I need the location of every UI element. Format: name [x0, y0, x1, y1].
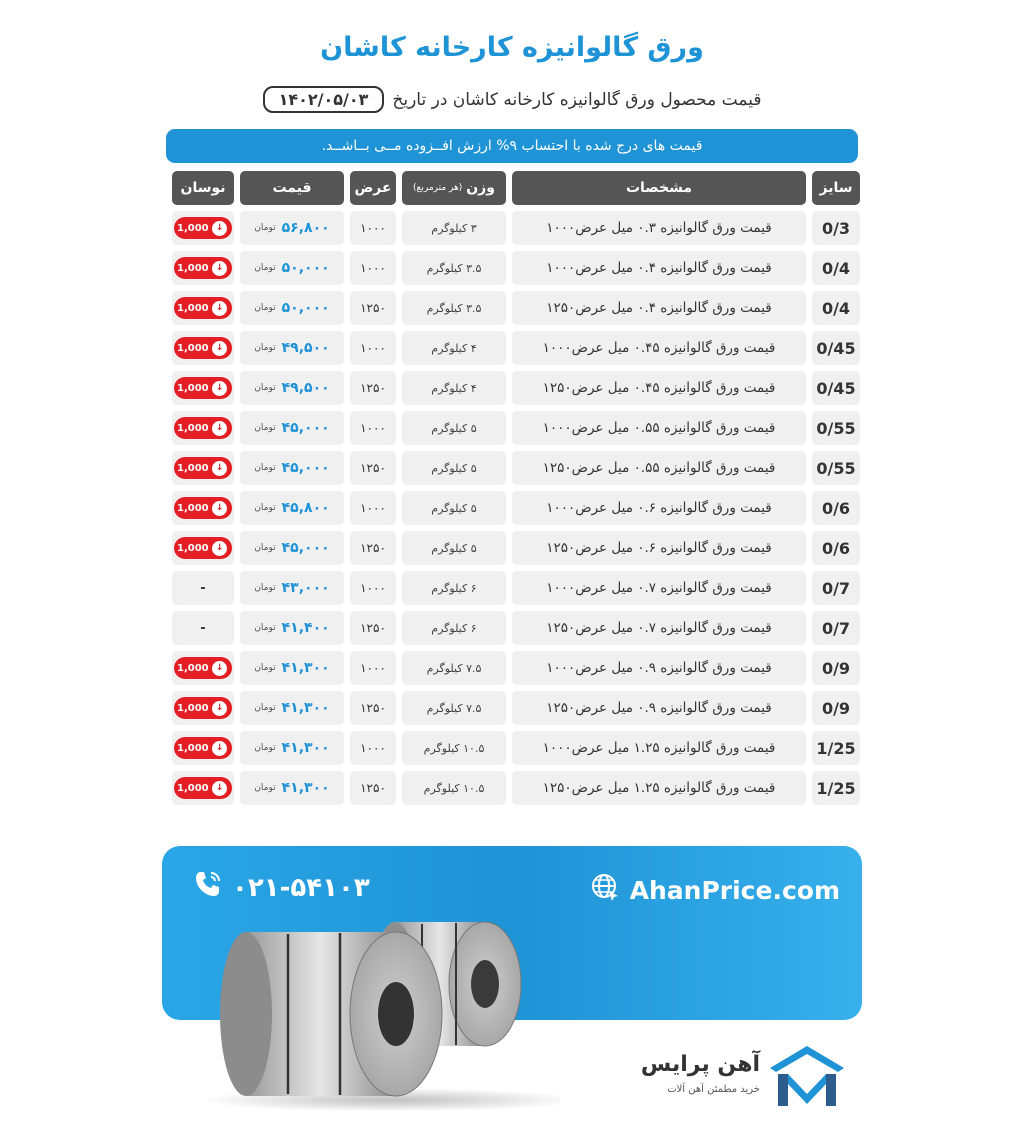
cell-weight: ۱۰.۵ کیلوگرم — [402, 771, 506, 805]
price-value: ۴۳,۰۰۰ — [281, 580, 330, 596]
cell-change — [172, 571, 234, 605]
change-value: 1,000 — [177, 422, 209, 434]
table-row — [164, 451, 860, 485]
change-value: 1,000 — [177, 782, 209, 794]
price-unit: تومان — [254, 463, 276, 473]
down-arrow-icon: ↓ — [212, 781, 227, 796]
down-arrow-icon: ↓ — [212, 261, 227, 276]
cell-price — [240, 291, 344, 325]
cell-spec: قیمت ورق گالوانیزه ۰.۴ میل عرض۱۰۰۰ — [512, 251, 806, 285]
cell-weight: ۴ کیلوگرم — [402, 371, 506, 405]
cell-spec: قیمت ورق گالوانیزه ۰.۹ میل عرض۱۲۵۰ — [512, 691, 806, 725]
table-row — [164, 771, 860, 805]
table-row — [164, 731, 860, 765]
price-value: ۴۵,۰۰۰ — [281, 420, 330, 436]
brand-name: آهن پرایس — [640, 1052, 760, 1077]
price-unit: تومان — [254, 703, 276, 713]
price-value: ۵۰,۰۰۰ — [281, 300, 330, 316]
cell-price — [240, 371, 344, 405]
cell-price — [240, 531, 344, 565]
price-value: ۴۵,۸۰۰ — [281, 500, 330, 516]
cell-weight: ۴ کیلوگرم — [402, 331, 506, 365]
website-link[interactable] — [590, 872, 840, 908]
cell-weight: ۵ کیلوگرم — [402, 491, 506, 525]
cell-price — [240, 411, 344, 445]
cell-size: 1/25 — [812, 731, 860, 765]
cell-change — [172, 251, 234, 285]
cell-size: 0/6 — [812, 491, 860, 525]
cell-price — [240, 731, 344, 765]
cell-change — [172, 411, 234, 445]
price-unit: تومان — [254, 503, 276, 513]
down-arrow-icon: ↓ — [212, 301, 227, 316]
table-header — [164, 171, 860, 205]
cell-width: ۱۰۰۰ — [350, 411, 396, 445]
cell-width: ۱۲۵۰ — [350, 291, 396, 325]
cell-price — [240, 611, 344, 645]
cell-price — [240, 451, 344, 485]
cell-width: ۱۲۵۰ — [350, 371, 396, 405]
table-row — [164, 651, 860, 685]
price-value: ۴۱,۳۰۰ — [281, 660, 330, 676]
price-unit: تومان — [254, 303, 276, 313]
price-unit: تومان — [254, 343, 276, 353]
cell-size: 0/9 — [812, 691, 860, 725]
cell-spec: قیمت ورق گالوانیزه ۰.۵۵ میل عرض۱۰۰۰ — [512, 411, 806, 445]
header-weight-label: وزن — [466, 180, 495, 196]
cell-width: ۱۰۰۰ — [350, 251, 396, 285]
brand-slogan: خرید مطمئن آهن آلات — [667, 1084, 760, 1095]
cell-change — [172, 291, 234, 325]
price-unit: تومان — [254, 263, 276, 273]
cell-width: ۱۰۰۰ — [350, 651, 396, 685]
cell-width: ۱۲۵۰ — [350, 611, 396, 645]
down-arrow-icon: ↓ — [212, 661, 227, 676]
change-badge — [174, 297, 232, 319]
header-weight-sub: (هر مترمربع) — [413, 183, 463, 193]
cell-width: ۱۲۵۰ — [350, 691, 396, 725]
down-arrow-icon: ↓ — [212, 701, 227, 716]
brand-block — [634, 1044, 850, 1108]
cell-width: ۱۰۰۰ — [350, 211, 396, 245]
cell-spec: قیمت ورق گالوانیزه ۱.۲۵ میل عرض۱۰۰۰ — [512, 731, 806, 765]
price-unit: تومان — [254, 423, 276, 433]
change-badge — [174, 777, 232, 799]
price-value: ۴۵,۰۰۰ — [281, 540, 330, 556]
cell-size: 0/6 — [812, 531, 860, 565]
table-row — [164, 251, 860, 285]
table-row — [164, 611, 860, 645]
cell-change — [172, 491, 234, 525]
cell-price — [240, 251, 344, 285]
cell-width: ۱۰۰۰ — [350, 491, 396, 525]
cell-size: 0/7 — [812, 571, 860, 605]
subtitle-text: قیمت محصول ورق گالوانیزه کارخانه کاشان در تاریخ — [392, 89, 762, 110]
table-row — [164, 211, 860, 245]
header-weight — [402, 171, 506, 205]
cell-price — [240, 651, 344, 685]
price-value: ۵۰,۰۰۰ — [281, 260, 330, 276]
cell-size: 0/45 — [812, 331, 860, 365]
cell-size: 0/4 — [812, 291, 860, 325]
cell-size: 0/7 — [812, 611, 860, 645]
cell-change — [172, 371, 234, 405]
cell-size: 0/55 — [812, 411, 860, 445]
cell-change — [172, 611, 234, 645]
table-body — [164, 211, 860, 805]
price-value: ۵۶,۸۰۰ — [281, 220, 330, 236]
header-change: نوسان — [172, 171, 234, 205]
cell-size: 1/25 — [812, 771, 860, 805]
price-value: ۴۹,۵۰۰ — [281, 380, 330, 396]
cell-price — [240, 491, 344, 525]
down-arrow-icon: ↓ — [212, 341, 227, 356]
change-badge — [174, 417, 232, 439]
change-value: 1,000 — [177, 382, 209, 394]
price-unit: تومان — [254, 383, 276, 393]
price-value: ۴۱,۳۰۰ — [281, 700, 330, 716]
cell-weight: ۵ کیلوگرم — [402, 451, 506, 485]
cell-weight: ۷.۵ کیلوگرم — [402, 651, 506, 685]
website-text: AhanPrice.com — [629, 875, 840, 905]
cell-price — [240, 571, 344, 605]
cell-width: ۱۰۰۰ — [350, 571, 396, 605]
cell-price — [240, 331, 344, 365]
cell-price — [240, 691, 344, 725]
change-value: 1,000 — [177, 502, 209, 514]
cell-change — [172, 331, 234, 365]
change-badge — [174, 537, 232, 559]
cell-spec: قیمت ورق گالوانیزه ۰.۳ میل عرض۱۰۰۰ — [512, 211, 806, 245]
steel-coils-image — [160, 900, 560, 1110]
cell-change — [172, 651, 234, 685]
table-row — [164, 291, 860, 325]
down-arrow-icon: ↓ — [212, 741, 227, 756]
change-badge — [174, 377, 232, 399]
vat-note: قیمت های درج شده با احتساب ۹% ارزش افــزوده مــی بــاشــد. — [166, 129, 858, 163]
down-arrow-icon: ↓ — [212, 221, 227, 236]
cell-price — [240, 771, 344, 805]
cell-size: 0/55 — [812, 451, 860, 485]
cell-width: ۱۰۰۰ — [350, 731, 396, 765]
cell-weight: ۷.۵ کیلوگرم — [402, 691, 506, 725]
cell-size: 0/9 — [812, 651, 860, 685]
cell-weight: ۳.۵ کیلوگرم — [402, 251, 506, 285]
change-badge — [174, 217, 232, 239]
price-unit: تومان — [254, 223, 276, 233]
price-unit: تومان — [254, 623, 276, 633]
price-unit: تومان — [254, 783, 276, 793]
cell-spec: قیمت ورق گالوانیزه ۰.۴۵ میل عرض۱۰۰۰ — [512, 331, 806, 365]
table-row — [164, 331, 860, 365]
cell-weight: ۶ کیلوگرم — [402, 611, 506, 645]
header-price: قیمت — [240, 171, 344, 205]
change-value: 1,000 — [177, 702, 209, 714]
table-row — [164, 411, 860, 445]
change-badge — [174, 337, 232, 359]
change-value: 1,000 — [177, 262, 209, 274]
price-value: ۴۵,۰۰۰ — [281, 460, 330, 476]
change-value: 1,000 — [177, 742, 209, 754]
price-unit: تومان — [254, 583, 276, 593]
down-arrow-icon: ↓ — [212, 501, 227, 516]
cell-weight: ۵ کیلوگرم — [402, 411, 506, 445]
cell-spec: قیمت ورق گالوانیزه ۰.۴ میل عرض۱۲۵۰ — [512, 291, 806, 325]
change-badge — [174, 257, 232, 279]
change-badge — [174, 697, 232, 719]
cell-spec: قیمت ورق گالوانیزه ۰.۶ میل عرض۱۲۵۰ — [512, 531, 806, 565]
price-unit: تومان — [254, 663, 276, 673]
table-row — [164, 571, 860, 605]
phone-text: ۰۲۱-۵۴۱۰۳ — [232, 872, 370, 903]
cell-spec: قیمت ورق گالوانیزه ۰.۹ میل عرض۱۰۰۰ — [512, 651, 806, 685]
cell-change — [172, 771, 234, 805]
cell-weight: ۱۰.۵ کیلوگرم — [402, 731, 506, 765]
table-row — [164, 531, 860, 565]
subtitle — [0, 86, 1024, 113]
price-value: ۴۱,۴۰۰ — [281, 620, 330, 636]
change-value: 1,000 — [177, 222, 209, 234]
change-value: - — [200, 620, 206, 636]
globe-icon — [590, 872, 620, 908]
price-value: ۴۹,۵۰۰ — [281, 340, 330, 356]
change-value: 1,000 — [177, 662, 209, 674]
change-badge — [174, 497, 232, 519]
cell-change — [172, 211, 234, 245]
cell-width: ۱۲۵۰ — [350, 451, 396, 485]
change-value: 1,000 — [177, 462, 209, 474]
cell-weight: ۳ کیلوگرم — [402, 211, 506, 245]
table-row — [164, 371, 860, 405]
cell-size: 0/3 — [812, 211, 860, 245]
cell-price — [240, 211, 344, 245]
change-value: 1,000 — [177, 542, 209, 554]
cell-spec: قیمت ورق گالوانیزه ۰.۷ میل عرض۱۰۰۰ — [512, 571, 806, 605]
cell-weight: ۳.۵ کیلوگرم — [402, 291, 506, 325]
change-badge — [174, 457, 232, 479]
change-value: - — [200, 580, 206, 596]
cell-change — [172, 451, 234, 485]
cell-change — [172, 691, 234, 725]
cell-size: 0/4 — [812, 251, 860, 285]
down-arrow-icon: ↓ — [212, 461, 227, 476]
date-badge: ۱۴۰۲/۰۵/۰۳ — [263, 86, 385, 113]
cell-weight: ۵ کیلوگرم — [402, 531, 506, 565]
change-badge — [174, 657, 232, 679]
price-value: ۴۱,۳۰۰ — [281, 740, 330, 756]
cell-spec: قیمت ورق گالوانیزه ۰.۶ میل عرض۱۰۰۰ — [512, 491, 806, 525]
header-spec: مشخصات — [512, 171, 806, 205]
cell-spec: قیمت ورق گالوانیزه ۰.۵۵ میل عرض۱۲۵۰ — [512, 451, 806, 485]
header-width: عرض — [350, 171, 396, 205]
change-value: 1,000 — [177, 302, 209, 314]
cell-change — [172, 731, 234, 765]
cell-spec: قیمت ورق گالوانیزه ۰.۷ میل عرض۱۲۵۰ — [512, 611, 806, 645]
cell-spec: قیمت ورق گالوانیزه ۱.۲۵ میل عرض۱۲۵۰ — [512, 771, 806, 805]
ahanprice-logo-icon — [764, 1044, 850, 1108]
cell-width: ۱۰۰۰ — [350, 331, 396, 365]
price-unit: تومان — [254, 743, 276, 753]
cell-width: ۱۲۵۰ — [350, 531, 396, 565]
table-row — [164, 691, 860, 725]
down-arrow-icon: ↓ — [212, 541, 227, 556]
price-table — [164, 171, 860, 811]
page-title: ورق گالوانیزه کارخانه کاشان — [320, 32, 704, 63]
cell-width: ۱۲۵۰ — [350, 771, 396, 805]
cell-spec: قیمت ورق گالوانیزه ۰.۴۵ میل عرض۱۲۵۰ — [512, 371, 806, 405]
down-arrow-icon: ↓ — [212, 381, 227, 396]
cell-change — [172, 531, 234, 565]
cell-size: 0/45 — [812, 371, 860, 405]
table-row — [164, 491, 860, 525]
price-unit: تومان — [254, 543, 276, 553]
down-arrow-icon: ↓ — [212, 421, 227, 436]
cell-weight: ۶ کیلوگرم — [402, 571, 506, 605]
change-badge — [174, 737, 232, 759]
change-value: 1,000 — [177, 342, 209, 354]
header-size: سایز — [812, 171, 860, 205]
price-value: ۴۱,۳۰۰ — [281, 780, 330, 796]
